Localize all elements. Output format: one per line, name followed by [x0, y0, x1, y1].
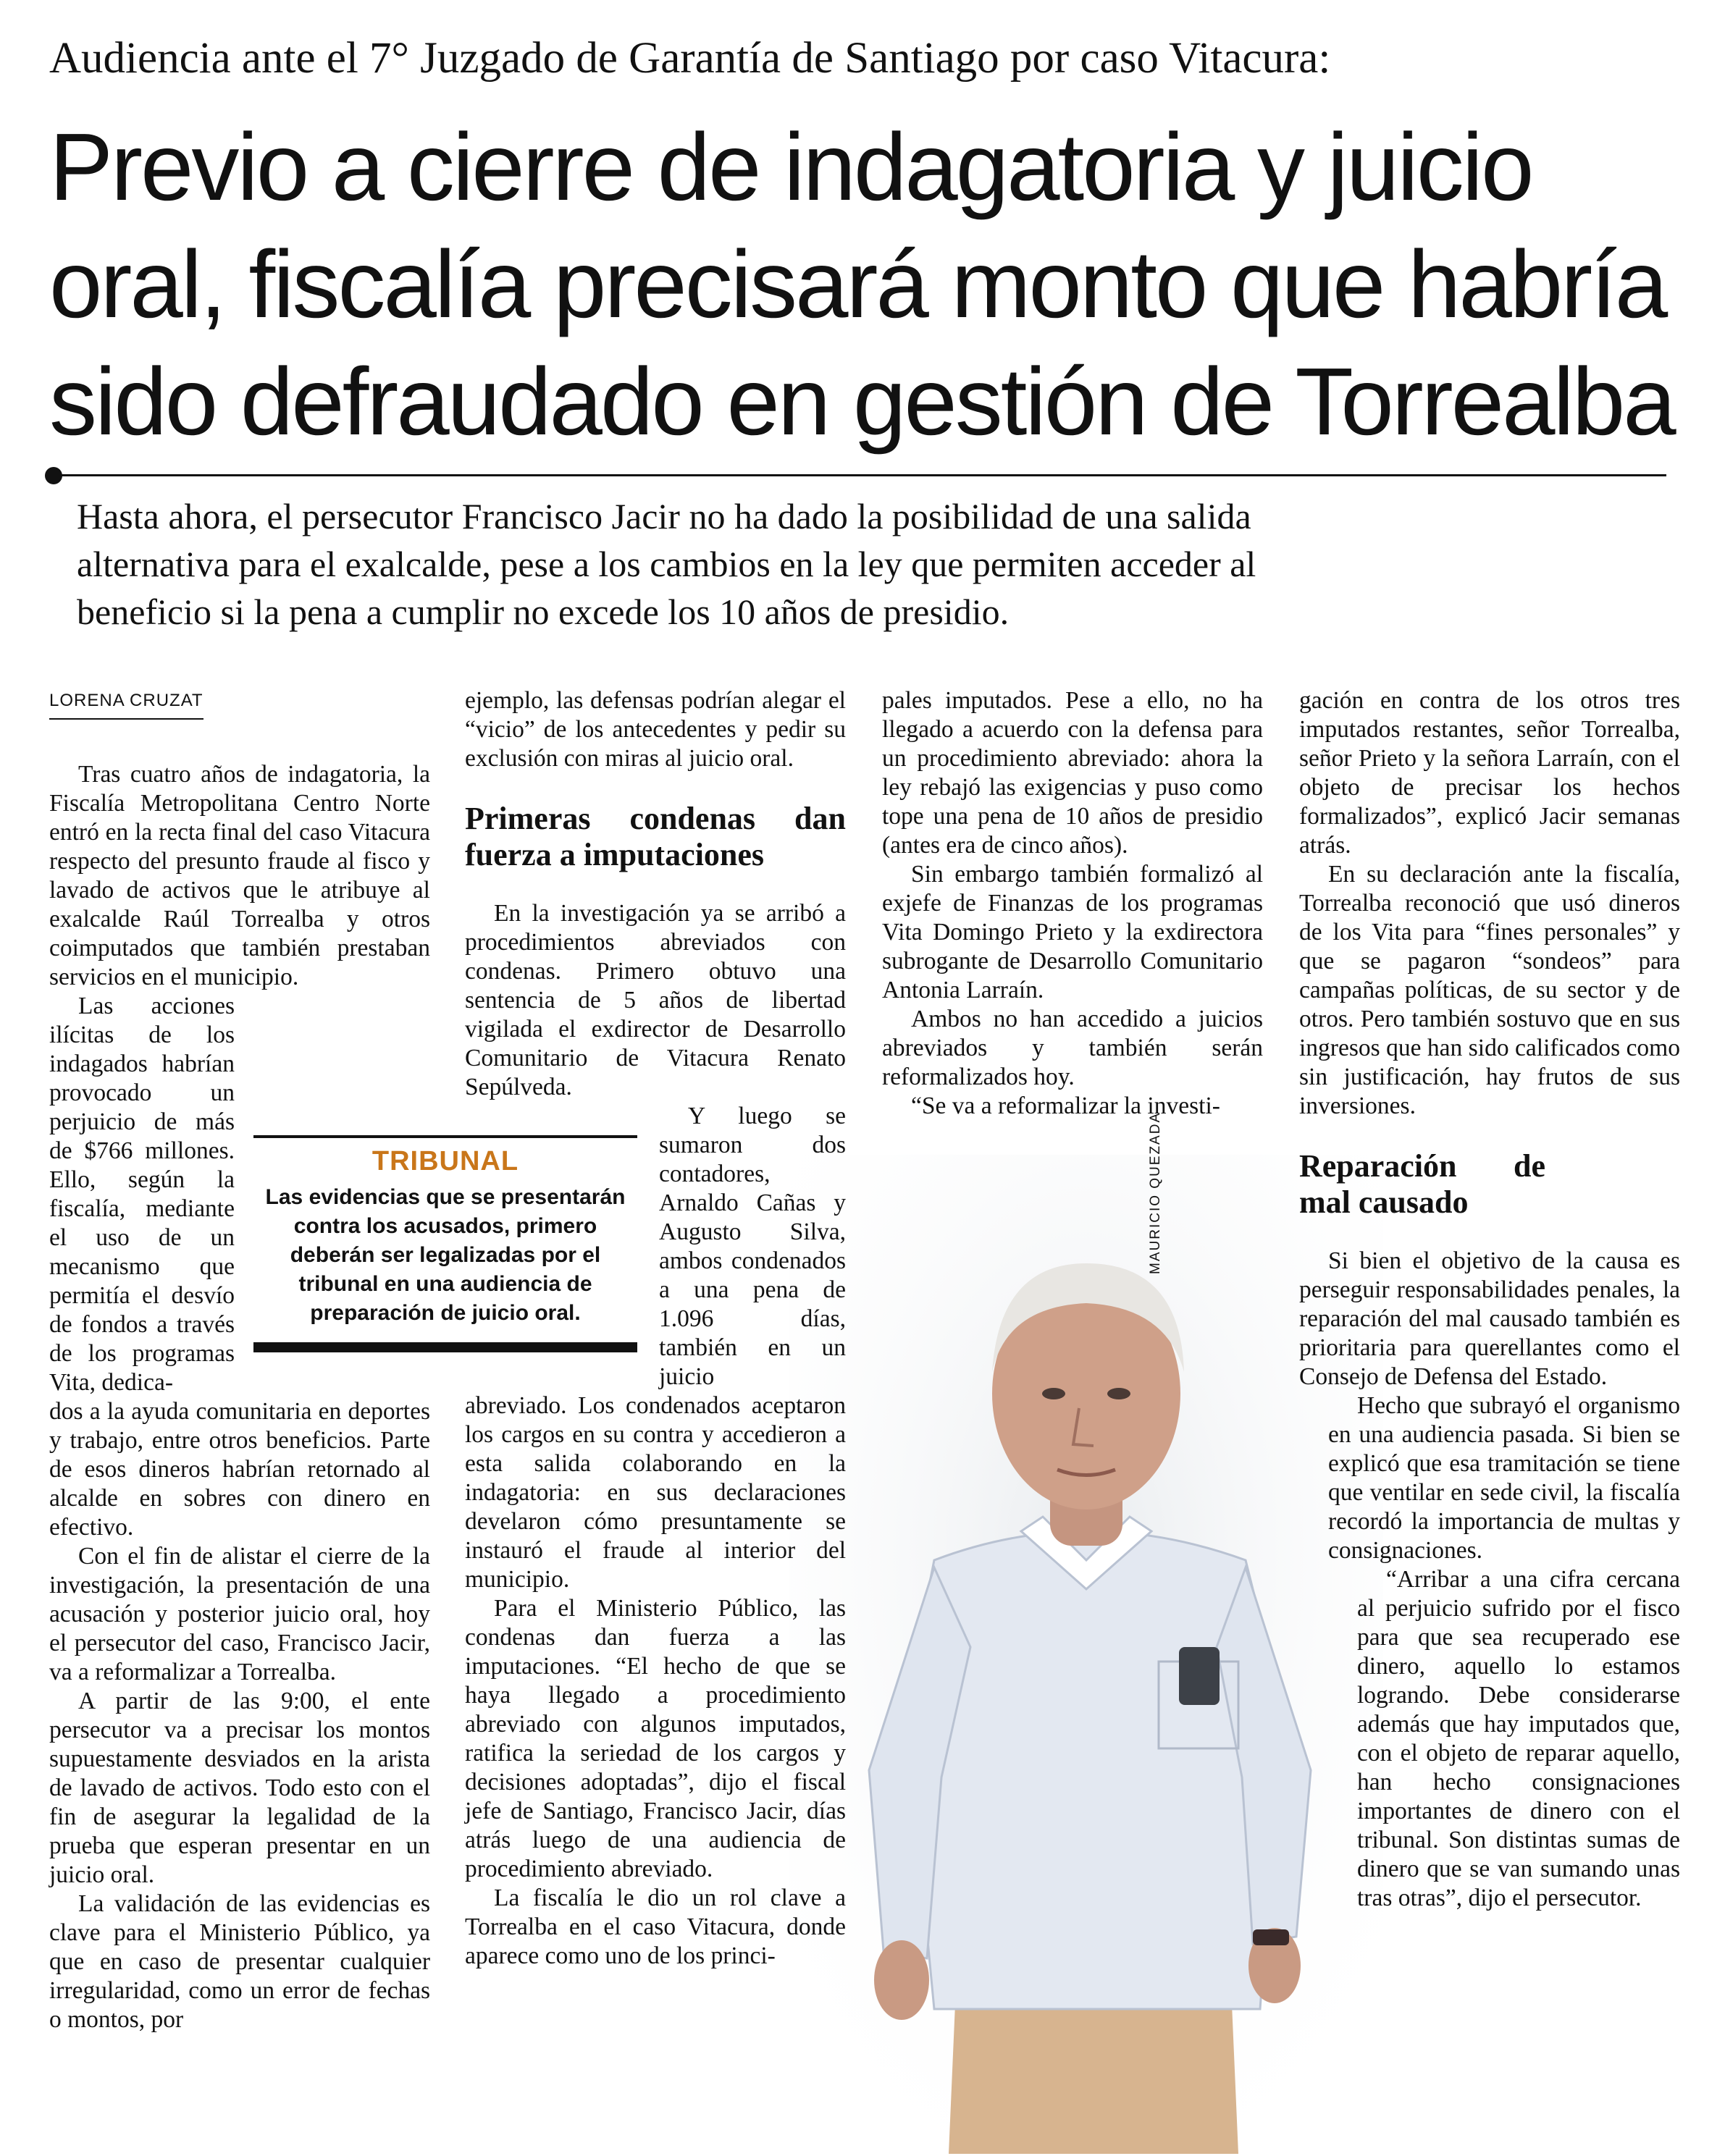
col3-paragraph-4: “Se va a reformalizar la investi-	[911, 1092, 1220, 1119]
photo-torrealba	[789, 1155, 1383, 2154]
lead-rule	[55, 474, 1666, 476]
col2-paragraph-3b: abreviado. Los condenados aceptaron los cargos en su contra y accedieron a esta salida colaborando en la indagatoria: en sus declaraciones develaron cómo presuntamente se instauró el fraude al interior del municipio.	[465, 1392, 846, 1593]
col4-paragraph-1: gación en contra de los otros tres imputados restantes, señor Torrealba, señor Prieto y la señora Larraín, con el objeto de precisar los hechos formalizados”, explicó Jacir semanas atrás.	[1299, 687, 1680, 859]
photo-credit: MAURICIO QUEZADA	[1148, 1111, 1163, 1274]
col2-paragraph-2: En la investigación ya se arribó a procedimientos abreviados con condenas. Primero obtuvo una sentencia de 5 años de libertad vigilada el exdirector de Desarrollo Comunitario de Vitacura Renato Sepúlveda.	[465, 900, 846, 1100]
headline-line-1: Previo a cierre de indagatoria y juicio	[49, 114, 1532, 220]
lead-bullet-icon	[45, 467, 62, 484]
headline-line-2: oral, fiscalía precisará monto que habría	[49, 231, 1666, 337]
sidebar-text: Las evidencias que se presentarán contra los acusados, primero deberán ser legalizadas por el tribunal en una audiencia de preparación de juicio oral.	[265, 1185, 626, 1325]
headline	[49, 109, 1679, 460]
col2-paragraph-1: ejemplo, las defensas podrían alegar el “vicio” de los antecedentes y pedir su exclusión con miras al juicio oral.	[465, 687, 846, 772]
col1-paragraph-2b: dos a la ayuda comunitaria en deportes y trabajo, entre otros beneficios. Parte de esos dineros habrían retornado al alcalde en sobres con dinero en efectivo.	[49, 1398, 430, 1541]
col3-paragraph-1: pales imputados. Pese a ello, no ha llegado a acuerdo con la defensa para un procedimiento abreviado: ahora la ley rebajó las exigencias y puso como tope una pena de 10 años de presidio (antes era de cinco años).	[882, 687, 1263, 859]
col1-paragraph-3: Con el fin de alistar el cierre de la investigación, la presentación de una acusación y posterior juicio oral, hoy el persecutor del caso, Francisco Jacir, va a reformalizar a Torrealba.	[49, 1543, 430, 1685]
column-3	[882, 686, 1263, 1121]
col1-paragraph-4: A partir de las 9:00, el ente persecutor va a precisar los montos supuestamente desviados en la arista de lavado de activos. Todo esto con el fin de asegurar la legalidad de la prueba que esperan presentar en un juicio oral.	[49, 1688, 430, 1888]
col3-paragraph-3: Ambos no han accedido a juicios abreviados y también serán reformalizados hoy.	[882, 1006, 1263, 1090]
col1-paragraph-1: Tras cuatro años de indagatoria, la Fiscalía Metropolitana Centro Norte entró en la recta final del caso Vitacura respecto del presunto fraude al fisco y lavado de activos que le atribuye al exalcalde Raúl Torrealba y otros coimputados que también prestaban servicios en el municipio.	[49, 761, 430, 990]
lead-line-1: Hasta ahora, el persecutor Francisco Jacir no ha dado la posibilidad de una salida	[77, 496, 1251, 536]
col4-paragraph-4: Hecho que subrayó el organismo en una audiencia pasada. Si bien se explicó que esa tramitación se tiene que ventilar en sede civil, la fiscalía recordó la importancia de multas y consignaciones.	[1328, 1392, 1680, 1564]
col4-paragraph-5: “Arribar a una cifra cercana al perjuicio sufrido por el fisco para que sea recuperado ese dinero, aquello lo estamos logrando. Debe considerarse además que hay imputados que, con el objeto de reparar aquello, han hecho consignaciones importantes de dinero con el tribunal. Son distintas sumas de dinero que se van sumando unas tras otras”, dijo el persecutor.	[1357, 1566, 1680, 1911]
headline-line-3: sido defraudado en gestión de Torrealba	[49, 348, 1674, 455]
col1-paragraph-5: La validación de las evidencias es clave para el Ministerio Público, ya que en caso de presentar cualquier irregularidad, como un error de fechas o montos, por	[49, 1890, 430, 2033]
byline: LORENA CRUZAT	[49, 686, 203, 720]
col2-paragraph-5: La fiscalía le dio un rol clave a Torrealba en el caso Vitacura, donde aparece como uno de los princi-	[465, 1885, 846, 1969]
col2-paragraph-3a: Y luego se sumaron dos contadores, Arnaldo Cañas y Augusto Silva, ambos condenados a una pena de 1.096 días, también en un juicio	[659, 1103, 846, 1390]
column-2	[465, 686, 846, 1971]
kicker: Audiencia ante el 7° Juzgado de Garantía de Santiago por caso Vitacura:	[49, 34, 1331, 83]
col4-subhead: Reparación de mal causado	[1299, 1148, 1545, 1220]
col2-paragraph-4: Para el Ministerio Público, las condenas dan fuerza a las imputaciones. “El hecho de que se haya llegado a procedimiento abreviado con algunos imputados, ratifica la seriedad de los cargos y decisiones adoptadas”, dijo el fiscal jefe de Santiago, Francisco Jacir, días atrás luego de una audiencia de procedimiento abreviado.	[465, 1595, 846, 1882]
col1-paragraph-2a: Las acciones ilícitas de los indagados habrían provocado un perjuicio de más de $766 millones. Ello, según la fiscalía, mediante el uso de un mecanismo que permitía el desvío de fondos a través de los programas Vita, dedica-	[49, 993, 235, 1396]
column-4	[1299, 686, 1680, 1913]
col4-paragraph-2: En su declaración ante la fiscalía, Torrealba reconoció que usó dineros de los Vita para “fines personales” y que se pagaron “sondeos” para campañas políticas, de su sector y de otros. Pero también sostuvo que en sus ingresos que han sido calificados como sin justificación, hay frutos de sus inversiones.	[1299, 861, 1680, 1119]
lead-line-3: beneficio si la pena a cumplir no excede los 10 años de presidio.	[77, 591, 1010, 632]
col4-paragraph-3: Si bien el objetivo de la causa es perseguir responsabilidades penales, la reparación del mal causado también es prioritaria para querellantes como el Consejo de Defensa del Estado.	[1299, 1247, 1680, 1390]
lead-line-2: alternativa para el exalcalde, pese a los cambios en la ley que permiten acceder al	[77, 544, 1256, 584]
column-1	[49, 684, 430, 2034]
sidebar-label: TRIBUNAL	[372, 1146, 519, 1176]
lead	[77, 492, 1670, 636]
col3-paragraph-2: Sin embargo también formalizó al exjefe de Finanzas de los programas Vita Domingo Prieto y la exdirectora subrogante de Desarrollo Comunitario Antonia Larraín.	[882, 861, 1263, 1003]
col2-subhead: Primeras condenas dan fuerza a imputaciones	[465, 801, 846, 872]
